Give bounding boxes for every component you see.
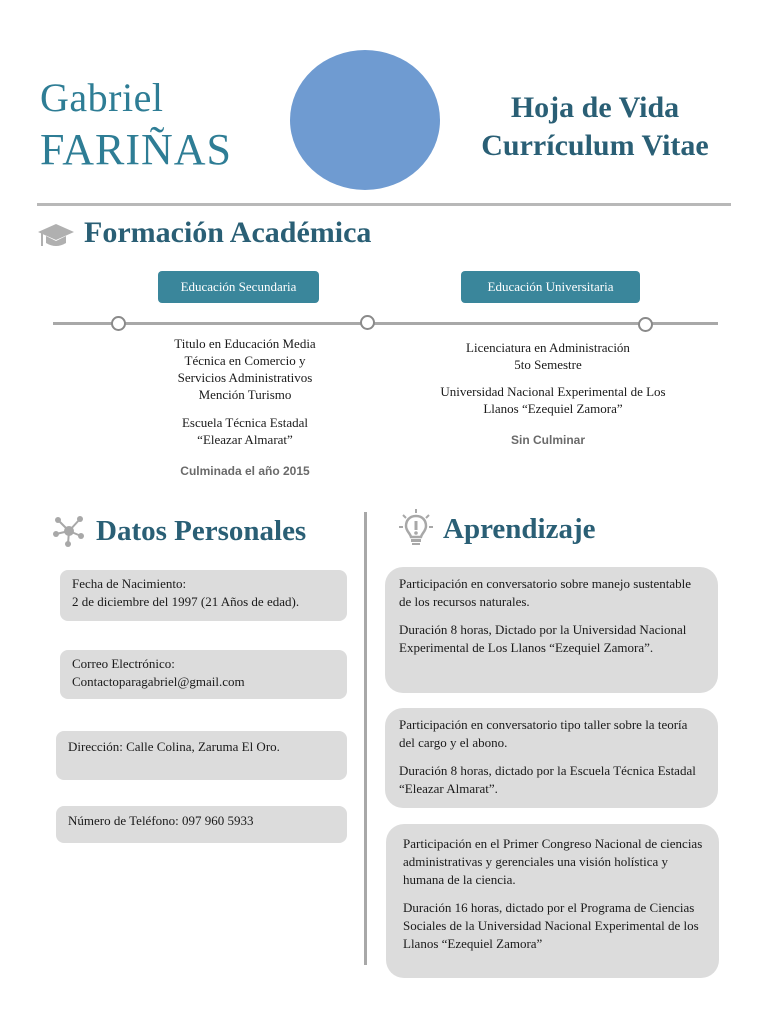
secondary-degree: Titulo en Educación Media Técnica en Comercio y Servicios Administrativos Mención Turismo (174, 336, 316, 402)
timeline-node (111, 316, 126, 331)
learning-card-2: Participación en conversatorio tipo taller sobre la teoría del cargo y el abono. Duración 8 horas, dictado por la Escuela Técnica Estadal “Eleazar Almarat”. (385, 708, 718, 808)
email-card: Correo Electrónico: Contactoparagabriel@gmail.com (60, 650, 347, 699)
document-title: Hoja de Vida (510, 91, 680, 124)
timeline-node (638, 317, 653, 332)
phone-card: Número de Teléfono: 097 960 5933 (56, 806, 347, 843)
network-nodes-icon (52, 514, 86, 548)
secondary-school: Escuela Técnica Estadal “Eleazar Almarat” (181, 415, 309, 447)
education-timeline (53, 322, 718, 325)
university-status: Sin Culminar (510, 433, 585, 447)
profile-photo-placeholder (290, 50, 440, 190)
secondary-status: Culminada el año 2015 (180, 464, 310, 478)
personal-section-title: Datos Personales (96, 515, 307, 547)
learning-section-title: Aprendizaje (443, 513, 596, 545)
document-subtitle: Currículum Vitae (481, 129, 709, 162)
learning-card-3: Participación en el Primer Congreso Nacional de ciencias administrativas y gerenciales una visión holística y humana de la ciencia. Duración 16 horas, dictado por el Programa de Ciencias Sociales de la Universidad Nacional Experimental de los Llanos “Ezequiel Zamora” (386, 824, 719, 978)
timeline-node (360, 315, 375, 330)
first-name: Gabriel (40, 75, 164, 120)
birth-date-card: Fecha de Nacimiento: 2 de diciembre del 1997 (21 Años de edad). (60, 570, 347, 621)
last-name: FARIÑAS (40, 125, 233, 174)
learning-card-1: Participación en conversatorio sobre manejo sustentable de los recursos naturales. Duración 8 horas, Dictado por la Universidad Nacional Experimental de Los Llanos “Ezequiel Zamora”. (385, 567, 718, 693)
lightbulb-icon (398, 508, 434, 546)
university-education-label: Educación Universitaria (461, 271, 640, 303)
university-degree: Licenciatura en Administración 5to Semestre (466, 340, 630, 372)
header-divider (37, 203, 731, 206)
column-divider (364, 512, 367, 965)
education-section-title: Formación Académica (84, 216, 372, 249)
secondary-education-label: Educación Secundaria (158, 271, 319, 303)
graduation-cap-icon (36, 220, 76, 250)
address-card: Dirección: Calle Colina, Zaruma El Oro. (56, 731, 347, 780)
university-school: Universidad Nacional Experimental de Los Llanos “Ezequiel Zamora” (440, 384, 666, 416)
